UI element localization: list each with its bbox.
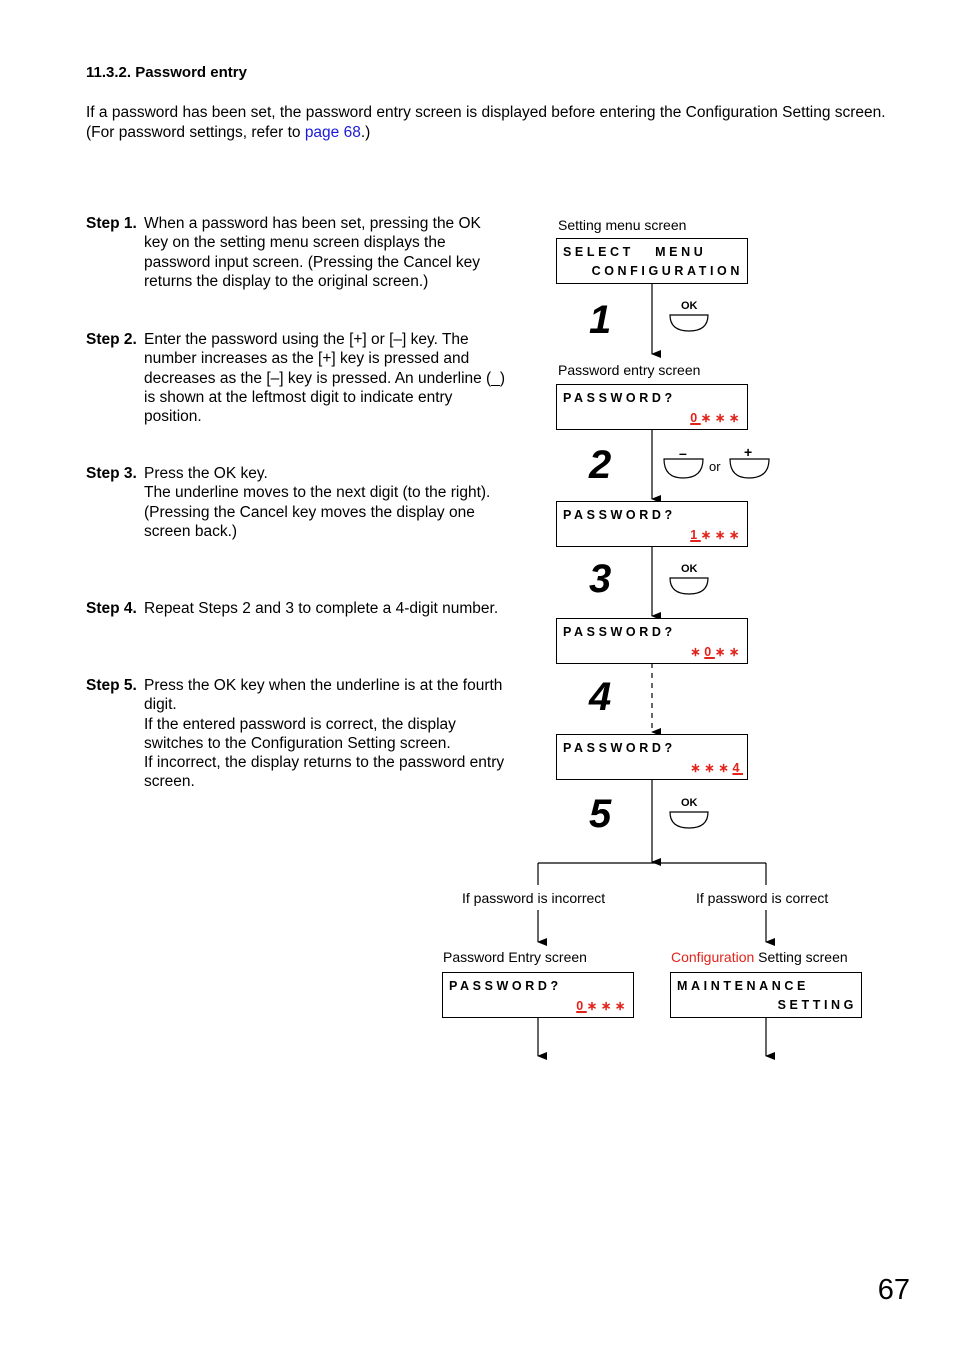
cursor-digit: 0 bbox=[690, 411, 701, 425]
lcd-setting-menu bbox=[556, 238, 748, 284]
ok-key-icon bbox=[670, 812, 708, 828]
step-label: Step 5. bbox=[86, 677, 137, 694]
caption-fail-screen: Password Entry screen bbox=[443, 949, 587, 965]
minus-key-icon bbox=[664, 459, 703, 478]
lcd-entry: 1∗∗∗ bbox=[690, 528, 743, 542]
lcd-entry: 0∗∗∗ bbox=[576, 999, 629, 1013]
step-text: (Pressing the Cancel key moves the display one screen back.) bbox=[144, 503, 475, 540]
section-heading: 11.3.2. Password entry bbox=[86, 64, 247, 81]
page-link[interactable]: page 68 bbox=[304, 123, 361, 141]
lcd-line: MAINTENANCE bbox=[677, 979, 809, 993]
lcd-entry: ∗∗∗4 bbox=[690, 761, 743, 775]
cursor-digit: 4 bbox=[732, 761, 743, 775]
step-text: The underline moves to the next digit (to the right). bbox=[144, 484, 491, 502]
step-text: If incorrect, the display returns to the password entry screen. bbox=[144, 754, 505, 791]
lcd-password-2 bbox=[556, 501, 748, 547]
lcd-line: PASSWORD? bbox=[449, 979, 562, 993]
lcd-password-fail bbox=[442, 972, 634, 1018]
caption-setting-menu: Setting menu screen bbox=[558, 217, 687, 233]
step-number: 4 bbox=[589, 675, 612, 719]
step-text: Repeat Steps 2 and 3 to complete a 4-digit number. bbox=[144, 600, 499, 617]
step-text: When a password has been set, pressing the OK key on the setting menu screen displays the password input screen. (Pressing the Cancel key returns the display to the original screen.) bbox=[144, 215, 481, 290]
step-number: 5 bbox=[589, 792, 612, 836]
branch-incorrect-label: If password is incorrect bbox=[462, 890, 606, 906]
caption-success-screen bbox=[671, 949, 848, 965]
lcd-line: PASSWORD? bbox=[563, 625, 676, 639]
step-label: Step 4. bbox=[86, 600, 137, 617]
step-text: Press the OK key when the underline is at the fourth digit. bbox=[144, 677, 503, 714]
lcd-maintenance-setting bbox=[670, 972, 862, 1018]
step-number: 2 bbox=[589, 443, 612, 487]
caption-highlight: Configuration bbox=[671, 949, 755, 965]
step-label: Step 3. bbox=[86, 465, 137, 482]
caption-rest: Setting screen bbox=[754, 949, 848, 965]
ok-key-icon bbox=[670, 315, 708, 331]
lcd-line: PASSWORD? bbox=[563, 741, 676, 755]
lcd-password-1 bbox=[556, 384, 748, 430]
ok-key-label: OK bbox=[681, 300, 698, 312]
step-number: 1 bbox=[589, 298, 612, 342]
lcd-line: SETTING bbox=[777, 998, 857, 1012]
lcd-entry: 0∗∗∗ bbox=[690, 411, 743, 425]
cursor-digit: 0 bbox=[576, 999, 587, 1013]
step-label: Step 1. bbox=[86, 215, 137, 232]
or-text: or bbox=[709, 459, 721, 474]
step-text: Press the OK key. bbox=[144, 465, 268, 482]
caption-password-entry: Password entry screen bbox=[558, 362, 701, 378]
ok-key-label: OK bbox=[681, 563, 698, 575]
branch-correct-label: If password is correct bbox=[696, 890, 829, 906]
plus-key-icon bbox=[730, 459, 769, 478]
lcd-password-4 bbox=[556, 734, 748, 780]
page-number: 67 bbox=[877, 1274, 910, 1306]
step-label: Step 2. bbox=[86, 331, 137, 348]
lcd-password-3 bbox=[556, 618, 748, 664]
step-number: 3 bbox=[589, 557, 612, 601]
lcd-line: PASSWORD? bbox=[563, 508, 676, 522]
cursor-digit: 1 bbox=[690, 528, 701, 542]
lcd-line: PASSWORD? bbox=[563, 391, 676, 405]
intro-text: If a password has been set, the password entry screen is displayed before entering the Configuration Setting screen. (For password settings, refer to bbox=[86, 104, 886, 141]
lcd-line: CONFIGURATION bbox=[591, 264, 743, 278]
minus-key-label: – bbox=[679, 445, 687, 461]
intro-tail: .) bbox=[360, 123, 371, 141]
ok-key-label: OK bbox=[681, 797, 698, 809]
cursor-digit: 0 bbox=[704, 645, 715, 659]
lcd-line: SELECT MENU bbox=[563, 245, 707, 259]
step-text: Enter the password using the [+] or [–] key. The number increases as the [+] key is pressed and decreases as the [–] key is pressed. An underline (_) is shown at the leftmost digit to indicate entry position. bbox=[144, 331, 506, 426]
ok-key-icon bbox=[670, 578, 708, 594]
plus-key-label: + bbox=[744, 444, 753, 460]
lcd-entry: ∗0∗∗ bbox=[690, 645, 743, 659]
step-text: If the entered password is correct, the display switches to the Configuration Setting screen. bbox=[144, 715, 456, 752]
